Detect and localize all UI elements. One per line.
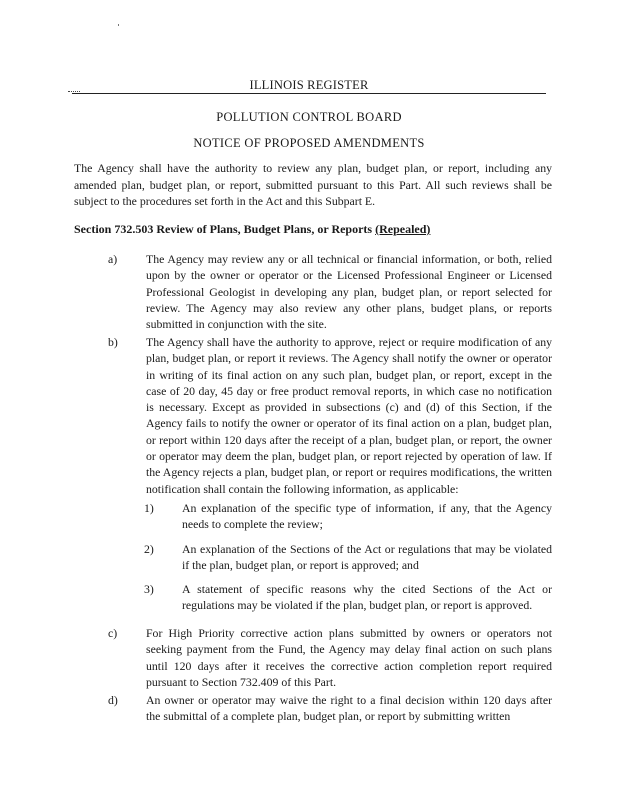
board-name: POLLUTION CONTROL BOARD: [216, 110, 402, 124]
item-label: 2): [144, 542, 154, 556]
subsection-label: c): [108, 626, 118, 640]
subsection-label: d): [108, 693, 118, 707]
list-item-2: [74, 541, 552, 574]
scan-mark: [118, 24, 119, 26]
item-text: An explanation of the Sections of the Act or regulations that may be violated if the plan, budget plan, or report is approved; and: [182, 542, 552, 573]
notice-title: NOTICE OF PROPOSED AMENDMENTS: [193, 136, 425, 150]
register-title: ILLINOIS REGISTER: [249, 78, 369, 92]
intro-paragraph: The Agency shall have the authority to review any plan, budget plan, or report, including any amended plan, budget plan, or report, submitted pursuant to this Part. All such reviews shall be subject to the procedures set forth in the Act and this Subpart E.: [74, 161, 552, 208]
item-label: 3): [144, 582, 154, 596]
subsection-label: a): [108, 252, 118, 266]
item-label: 1): [144, 501, 154, 515]
subsection-text: An owner or operator may waive the right to a final decision within 120 days after the submittal of a complete plan, budget plan, or report by submitting written: [146, 693, 552, 724]
subsection-c: [74, 625, 552, 690]
subsection-text: For High Priority corrective action plans submitted by owners or operators not seeking payment from the Fund, the Agency may delay final action on such plans until 120 days after it receives the corrective action completion report required pursuant to Section 732.409 of this Part.: [146, 626, 552, 689]
item-text: An explanation of the specific type of information, if any, that the Agency needs to complete the review;: [182, 501, 552, 532]
header-rule: [72, 93, 546, 94]
subsection-b: [74, 334, 552, 497]
repealed-marker: (Repealed): [375, 222, 431, 236]
item-text: A statement of specific reasons why the cited Sections of the Act or regulations may be violated if the plan, budget plan, or report is approved.: [182, 582, 552, 613]
subsection-a: [74, 251, 552, 332]
subsection-text: The Agency shall have the authority to approve, reject or require modification of any plan, budget plan, or report it reviews. The Agency shall notify the owner or operator in writing of its final action on any such plan, budget plan, or report, except in the case of 20 day, 45 day or free product removal reports, in which case no notification is necessary. Except as provided in subsections (c) and (d) of this Section, if the Agency fails to notify the owner or operator of its final action on a plan, budget plan, or report within 120 days after the receipt of a plan, budget plan, or report, the owner or operator may deem the plan, budget plan, or report rejected by operation of law. If the Agency rejects a plan, budget plan, or report or requires modifications, the written notification shall contain the following information, as applicable:: [146, 335, 552, 496]
subsection-label: b): [108, 335, 118, 349]
section-title: Section 732.503 Review of Plans, Budget Plans, or Reports: [74, 222, 376, 236]
list-item-3: [74, 581, 552, 614]
subsection-text: The Agency may review any or all technical or financial information, or both, relied upon by the owner or operator or the Licensed Professional Engineer or Licensed Professional Geologist in developing any plan, budget plan, or report selected for review. The Agency may also review any other plans, budget plans, or reports submitted in conjunction with the site.: [146, 252, 552, 332]
section-heading: [74, 222, 430, 237]
list-item-1: [74, 500, 552, 533]
subsection-d: [74, 692, 552, 725]
